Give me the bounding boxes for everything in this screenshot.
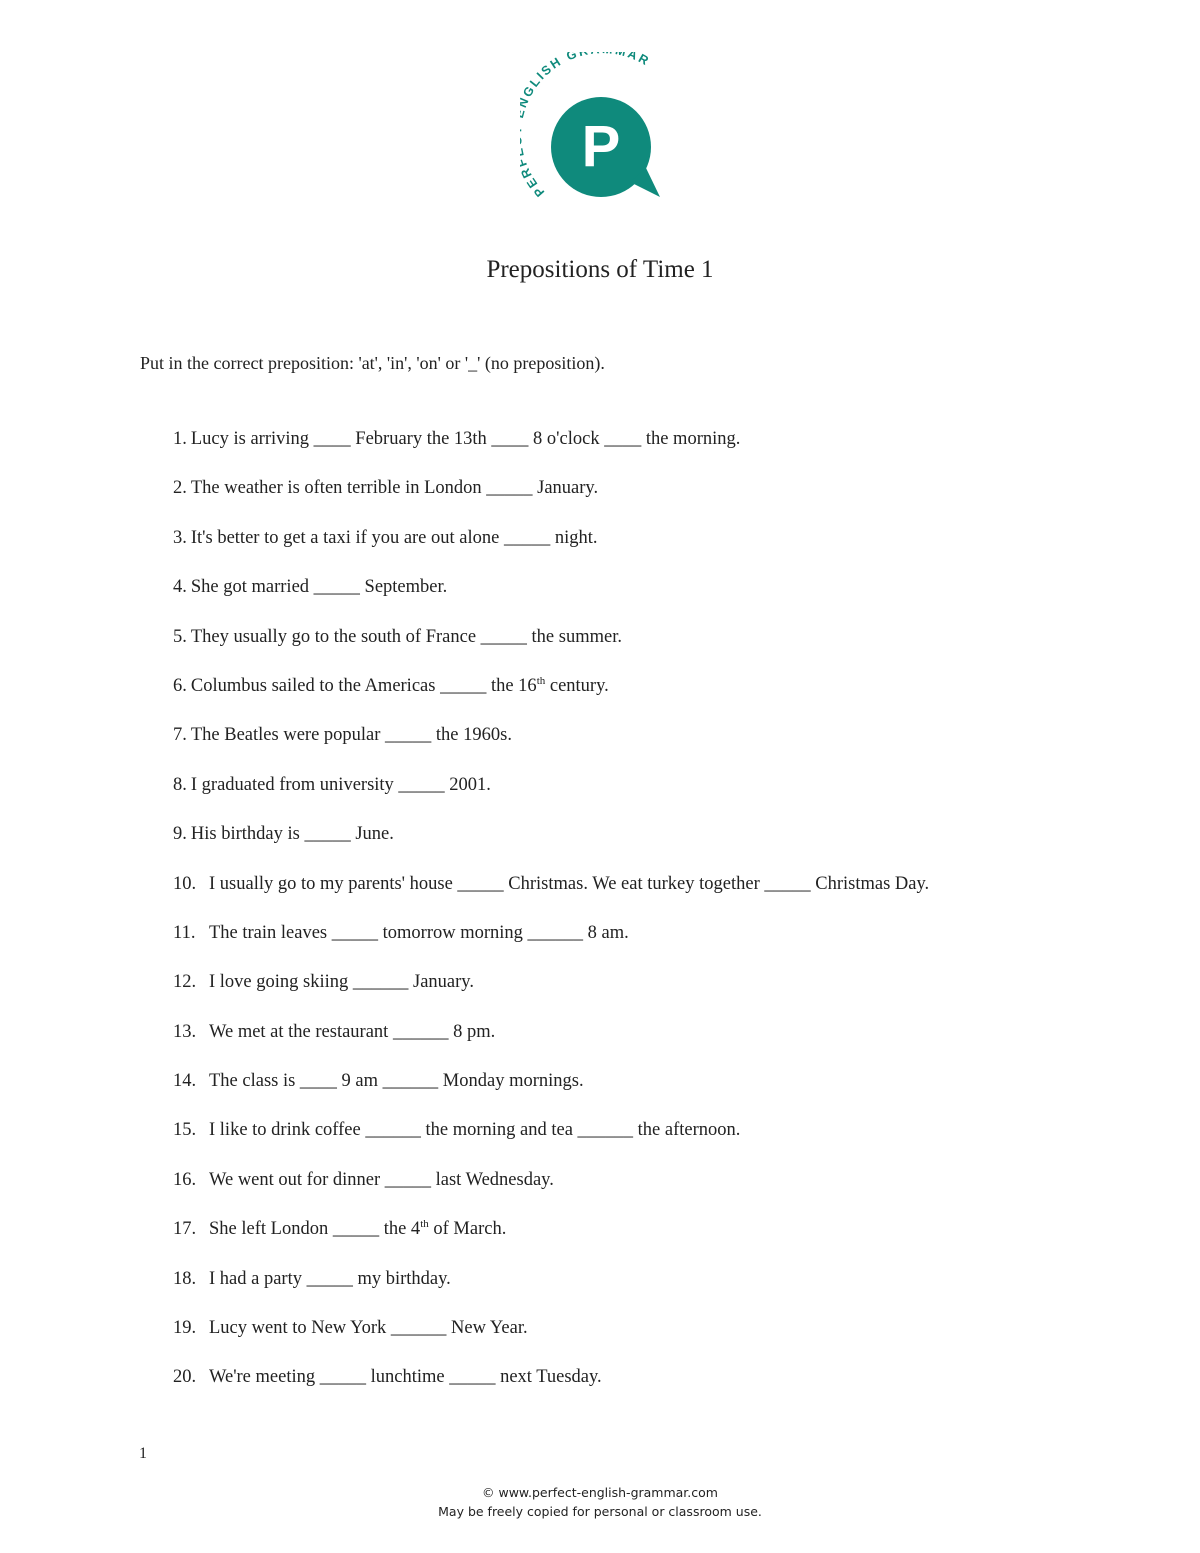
item-text-end: century.: [545, 675, 609, 696]
item-number: 10.: [173, 873, 197, 894]
item-text: It's better to get a taxi if you are out alone _____ night.: [190, 527, 598, 548]
item-text: She got married _____ September.: [190, 577, 448, 598]
item-text: We're meeting _____ lunchtime _____ next Tuesday.: [209, 1367, 602, 1388]
logo-letter: P: [581, 114, 621, 179]
item-number: 9.: [173, 824, 187, 845]
item-number: 7.: [173, 725, 187, 746]
item-number: 18.: [173, 1268, 197, 1289]
exercise-item: [173, 1216, 929, 1265]
exercise-item: [173, 821, 929, 870]
copyright-line: © www.perfect-english-grammar.com: [482, 1485, 718, 1500]
item-text: Lucy is arriving ____ February the 13th ____ 8 o'clock ____ the morning.: [190, 429, 741, 449]
item-text: I love going skiing ______ January.: [209, 972, 474, 993]
item-text: I had a party _____ my birthday.: [209, 1268, 451, 1289]
item-text: I graduated from university _____ 2001.: [190, 774, 491, 795]
item-text: The class is ____ 9 am ______ Monday mornings.: [209, 1071, 584, 1092]
footer: [0, 1483, 1200, 1521]
item-text-start: Columbus sailed to the Americas _____ the 16: [190, 675, 537, 696]
item-number: 4.: [173, 577, 187, 598]
exercise-item: [173, 1068, 929, 1117]
item-text-start: She left London _____ the 4: [209, 1219, 421, 1240]
brand-logo: [520, 52, 670, 202]
exercise-item: [173, 969, 929, 1018]
exercise-item: [173, 574, 929, 623]
exercise-item: [173, 871, 929, 920]
item-text: The weather is often terrible in London _____ January.: [190, 478, 599, 499]
ordinal-suffix: th: [420, 1218, 429, 1231]
logo-graphic: [520, 52, 670, 202]
exercise-item: [173, 1315, 929, 1364]
exercise-list: [173, 426, 929, 1414]
item-number: 14.: [173, 1071, 197, 1092]
ordinal-suffix: th: [536, 674, 546, 687]
page-number: 1: [139, 1445, 147, 1462]
item-number: 20.: [173, 1367, 197, 1388]
item-number: 6.: [173, 675, 187, 696]
item-number: 8.: [173, 774, 187, 795]
item-text: I like to drink coffee ______ the morning and tea ______ the afternoon.: [209, 1120, 741, 1141]
item-number: 12.: [173, 972, 197, 993]
item-number: 11.: [173, 922, 196, 943]
item-text: His birthday is _____ June.: [190, 824, 394, 845]
item-text: The Beatles were popular _____ the 1960s.: [190, 725, 512, 746]
logo-ring-text: PE GLISH G AR: [520, 52, 653, 200]
exercise-item: [173, 772, 929, 821]
item-number: 2.: [173, 478, 187, 499]
exercise-item: [173, 1117, 929, 1166]
item-number: 13.: [173, 1021, 197, 1042]
item-text: The train leaves _____ tomorrow morning ______ 8 am.: [209, 922, 629, 943]
exercise-item: [173, 722, 929, 771]
item-text: I usually go to my parents' house _____ Christmas. We eat turkey together _____ Christmas Day.: [209, 873, 930, 894]
exercise-item: [173, 1167, 929, 1216]
item-number: 1.: [173, 429, 187, 449]
exercise-item: [173, 1019, 929, 1068]
item-number: 16.: [173, 1169, 197, 1190]
exercise-item: [173, 673, 929, 722]
item-text-end: of March.: [428, 1219, 507, 1240]
item-number: 17.: [173, 1219, 197, 1240]
item-number: 5.: [173, 626, 187, 647]
exercise-item: [173, 624, 929, 673]
item-text: We went out for dinner _____ last Wednesday.: [209, 1169, 554, 1190]
item-number: 3.: [173, 527, 187, 548]
usage-notice: May be freely copied for personal or classroom use.: [438, 1504, 762, 1519]
page-title: Prepositions of Time 1: [486, 256, 714, 283]
exercise-item: [173, 525, 929, 574]
item-text: They usually go to the south of France _____ the summer.: [190, 626, 622, 647]
item-text: We met at the restaurant ______ 8 pm.: [209, 1021, 496, 1042]
item-number: 19.: [173, 1318, 197, 1339]
exercise-item: [173, 426, 929, 475]
item-number: 15.: [173, 1120, 197, 1141]
exercise-item: [173, 1364, 929, 1413]
item-text: Lucy went to New York ______ New Year.: [209, 1318, 528, 1339]
exercise-item: [173, 1266, 929, 1315]
instruction-text: Put in the correct preposition: 'at', 'in', 'on' or '_' (no preposition).: [140, 353, 605, 373]
exercise-item: [173, 475, 929, 524]
exercise-item: [173, 920, 929, 969]
